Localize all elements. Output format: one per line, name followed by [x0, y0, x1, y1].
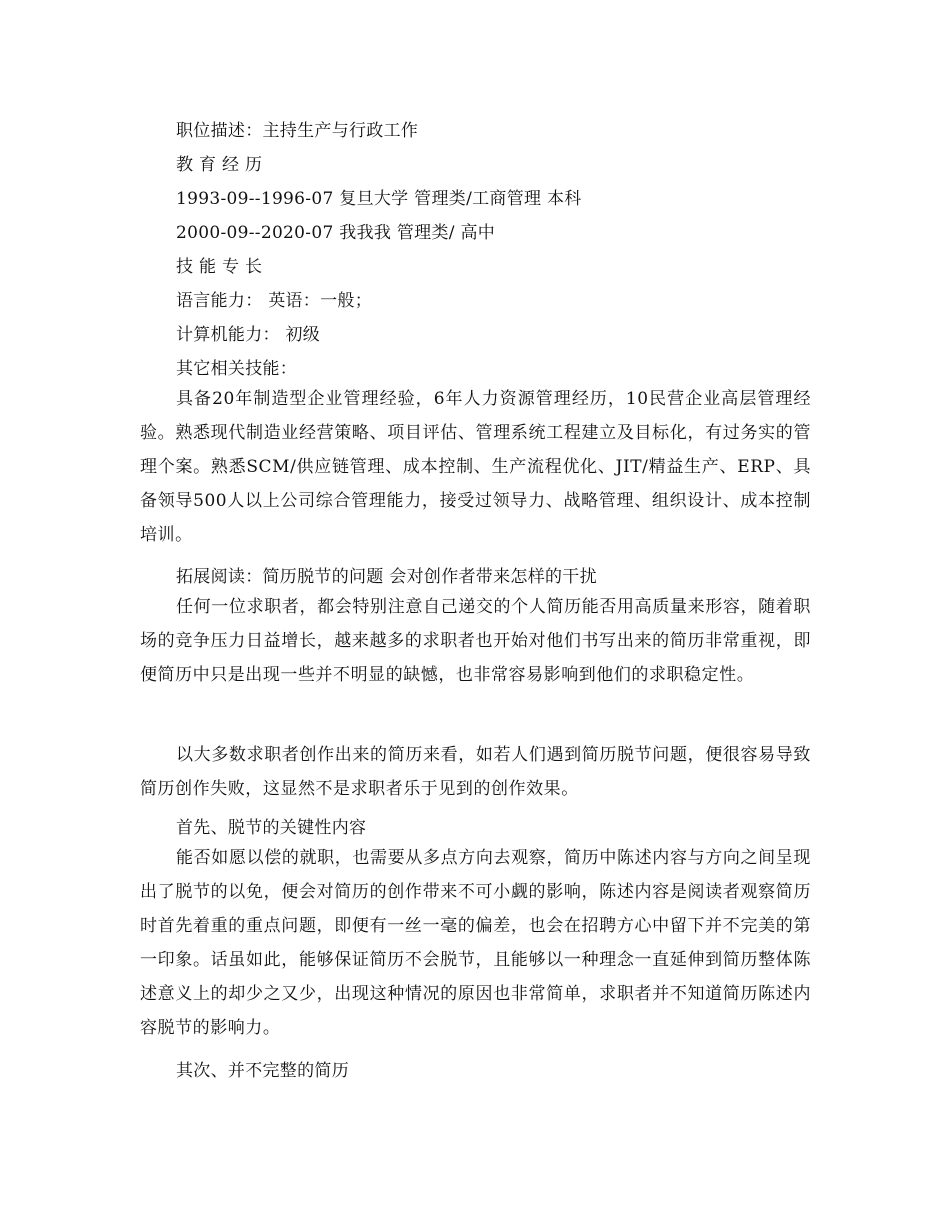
- education-entry-2: 2000-09--2020-07 我我我 管理类/ 高中: [176, 223, 496, 243]
- second-section-heading: 其次、并不完整的简历: [176, 1061, 349, 1081]
- extended-reading-paragraph-2: 以大多数求职者创作出来的简历来看，如若人们遇到简历脱节问题，便很容易导致简历创作失败，这显然不是求职者乐于见到的创作效果。: [140, 745, 811, 799]
- computer-ability-line: 计算机能力： 初级: [176, 325, 321, 345]
- language-ability-line: 语言能力： 英语：一般；: [176, 291, 373, 311]
- skills-paragraph: 具备20年制造型企业管理经验，6年人力资源管理经历，10民营企业高层管理经验。熟悉现代制造业经营策略、项目评估、管理系统工程建立及目标化，有过务实的管理个案。熟悉SCM/供应链管理、成本控制、生产流程优化、JIT/精益生产、ERP、具备领导500人以上公司综合管理能力，接受过领导力、战略管理、组织设计、成本控制培训。: [140, 389, 811, 545]
- education-heading: 教 育 经 历: [176, 155, 263, 175]
- job-description-line: 职位描述：主持生产与行政工作: [176, 121, 419, 141]
- extended-reading-paragraph-1: 任何一位求职者，都会特别注意自己递交的个人简历能否用高质量来形容，随着职场的竞争压力日益增长，越来越多的求职者也开始对他们书写出来的简历非常重视，即便简历中只是出现一些并不明显的缺憾，也非常容易影响到他们的求职稳定性。: [140, 597, 811, 685]
- skills-heading: 技 能 专 长: [176, 257, 263, 277]
- first-section-heading: 首先、脱节的关键性内容: [176, 818, 367, 838]
- extended-reading-title: 拓展阅读：简历脱节的问题 会对创作者带来怎样的干扰: [176, 567, 597, 587]
- other-skills-label: 其它相关技能：: [176, 359, 298, 379]
- first-section-paragraph: 能否如愿以偿的就职，也需要从多点方向去观察，简历中陈述内容与方向之间呈现出了脱节的以免，便会对简历的创作带来不可小觑的影响，陈述内容是阅读者观察简历时首先着重的重点问题，即便有一丝一毫的偏差，也会在招聘方心中留下并不完美的第一印象。话虽如此，能够保证简历不会脱节，且能够以一种理念一直延伸到简历整体陈述意义上的却少之又少，出现这种情况的原因也非常简单，求职者并不知道简历陈述内容脱节的影响力。: [140, 848, 811, 1038]
- education-entry-1: 1993-09--1996-07 复旦大学 管理类/工商管理 本科: [176, 189, 582, 209]
